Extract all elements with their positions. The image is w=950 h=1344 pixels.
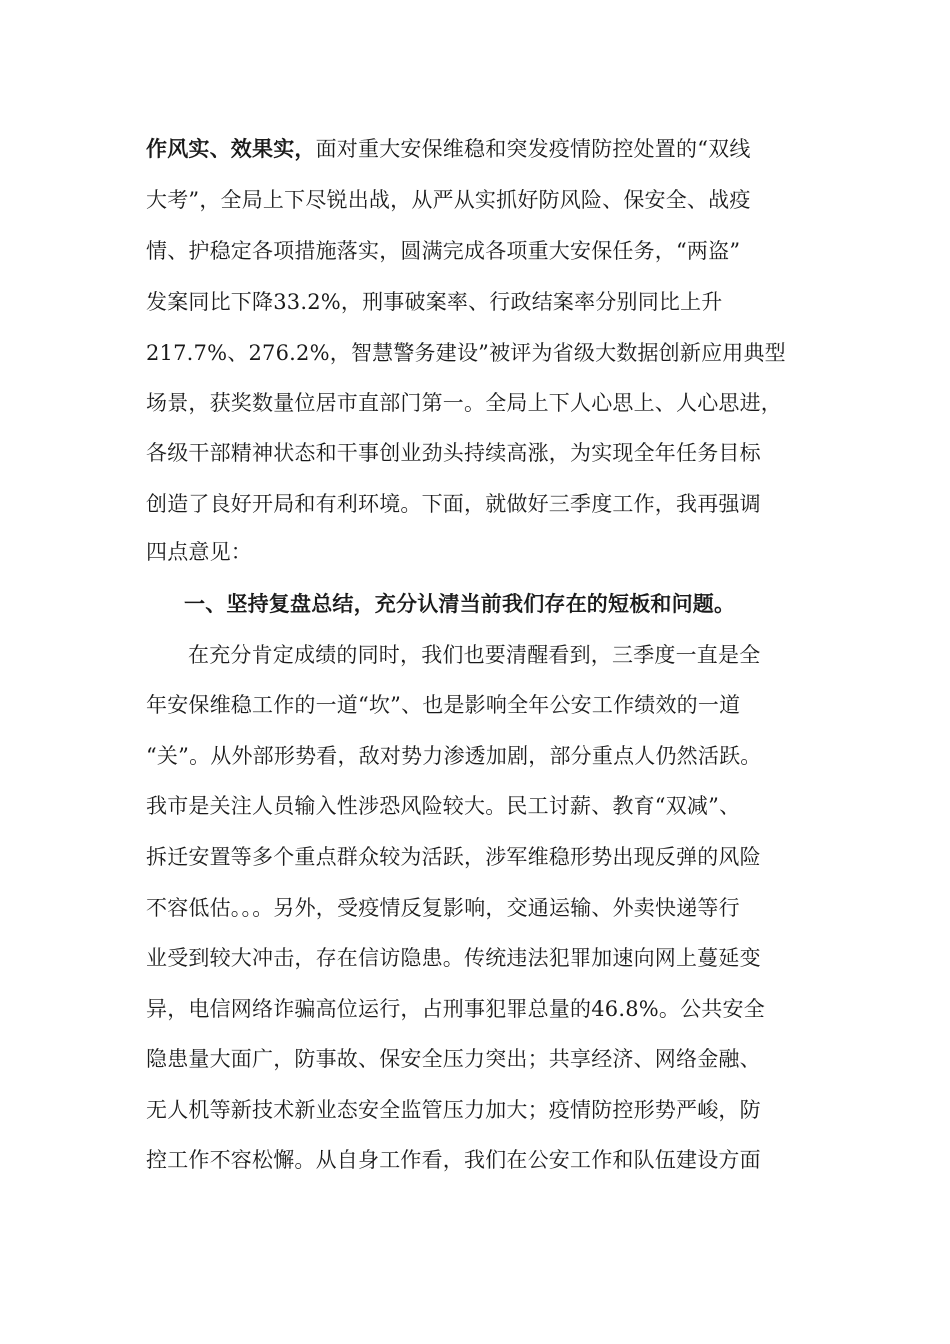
- paragraph-2-line-6: 不容低估。。。另外，受疫情反复影响，交通运输、外卖快递等行: [146, 896, 740, 920]
- paragraph-2-line-11: 控工作不容松懈。从自身工作看，我们在公安工作和队伍建设方面: [146, 1148, 761, 1172]
- paragraph-2-line-1: 在充分肯定成绩的同时，我们也要清醒看到，三季度一直是全: [188, 643, 761, 667]
- paragraph-1-line-8: 创造了良好开局和有利环境。下面，就做好三季度工作，我再强调: [146, 492, 761, 516]
- paragraph-1-bold-lead: 作风实、效果实，: [146, 136, 316, 161]
- paragraph-1-line-4: 发案同比下降33.2%，刑事破案率、行政结案率分别同比上升: [146, 290, 723, 314]
- paragraph-2-line-7: 业受到较大冲击，存在信访隐患。传统违法犯罪加速向网上蔓延变: [146, 946, 761, 970]
- paragraph-2-line-10: 无人机等新技术新业态安全监管压力加大；疫情防控形势严峻，防: [146, 1098, 761, 1122]
- paragraph-2-line-8: 异，电信网络诈骗高位运行，占刑事犯罪总量的46.8%。公共安全: [146, 997, 765, 1021]
- paragraph-2-line-2: 年安保维稳工作的一道“坎”、也是影响全年公安工作绩效的一道: [146, 693, 741, 717]
- paragraph-1-line-5: 217.7%、276.2%，智慧警务建设”被评为省级大数据创新应用典型: [146, 341, 786, 365]
- section-heading-1: 一、坚持复盘总结，充分认清当前我们存在的短板和问题。: [184, 591, 736, 616]
- paragraph-1-line-1-text: 面对重大安保维稳和突发疫情防控处置的“双线: [315, 137, 751, 161]
- paragraph-1-line-6: 场景，获奖数量位居市直部门第一。全局上下人心思上、人心思进，: [146, 391, 782, 415]
- paragraph-1-line-2: 大考”，全局上下尽锐出战，从严从实抓好防风险、保安全、战疫: [146, 188, 751, 212]
- paragraph-1-line-3: 情、护稳定各项措施落实，圆满完成各项重大安保任务，“两盗”: [146, 239, 741, 263]
- paragraph-1-line-9: 四点意见：: [146, 540, 252, 564]
- paragraph-2-line-3: “关”。从外部形势看，敌对势力渗透加剧，部分重点人仍然活跃。: [146, 744, 762, 768]
- paragraph-2-line-4: 我市是关注人员输入性涉恐风险较大。民工讨薪、教育“双减”、: [146, 794, 741, 818]
- paragraph-1-line-7: 各级干部精神状态和干事创业劲头持续高涨，为实现全年任务目标: [146, 441, 761, 465]
- paragraph-2-line-5: 拆迁安置等多个重点群众较为活跃，涉军维稳形势出现反弹的风险: [146, 845, 761, 869]
- paragraph-1-line-1: [146, 124, 826, 174]
- paragraph-2-line-9: 隐患量大面广，防事故、保安全压力突出；共享经济、网络金融、: [146, 1047, 761, 1071]
